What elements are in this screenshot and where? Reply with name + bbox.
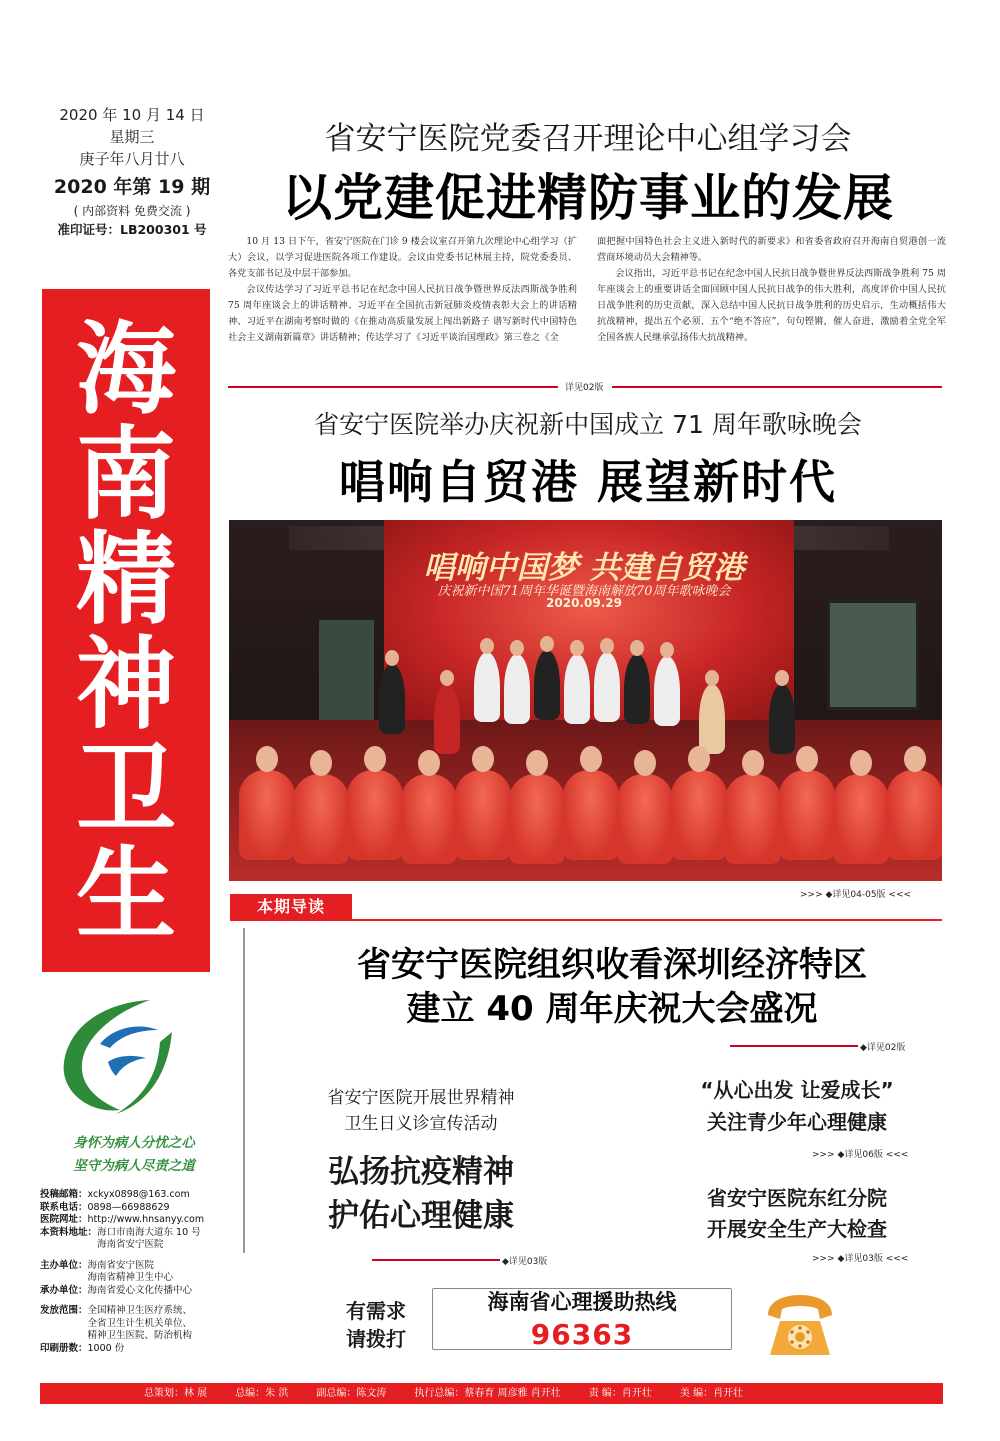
address-value: 海南省安宁医院 — [97, 1239, 164, 1250]
title-char: 神 — [76, 625, 176, 743]
website-value: http://www.hnsanyy.com — [87, 1214, 205, 1225]
info-gap — [40, 1297, 240, 1305]
article-paragraph: 面把握中国特色社会主义进入新时代的新要求》和省委省政府召开海南自贸港创一流营商环境动员大会精神等。 — [597, 236, 946, 263]
singer-head — [418, 750, 440, 776]
singer-head — [472, 746, 494, 772]
singer-figure — [725, 774, 781, 864]
performer-head — [705, 670, 719, 686]
performer-head — [660, 642, 674, 658]
backdrop-date: 2020.09.29 — [546, 596, 622, 610]
divider-rule — [612, 386, 942, 388]
story4-headline[interactable]: “从心出发 让爱成长” — [700, 1078, 894, 1102]
singer-figure — [509, 774, 565, 864]
performer-figure — [769, 684, 795, 754]
singer-figure — [347, 770, 403, 860]
info-label: 投稿邮箱： — [40, 1189, 88, 1200]
distribution-value: 全省卫生计生机关单位、 — [87, 1317, 193, 1329]
telephone-icon — [760, 1285, 840, 1365]
info-label: 主办单位： — [40, 1259, 88, 1271]
story3-headline[interactable]: 护佑心理健康 — [328, 1198, 514, 1234]
singer-figure — [887, 770, 942, 860]
singer-head — [364, 746, 386, 772]
performer-figure — [534, 650, 560, 720]
singer-figure — [293, 774, 349, 864]
story2-see-more[interactable]: >>> ◆详见04-05版 <<< — [800, 890, 912, 900]
performer-head — [630, 640, 644, 656]
performer-head — [480, 638, 494, 654]
info-label: 本资料地址： — [40, 1226, 98, 1238]
lead-in-tab: 本期导读 — [230, 894, 352, 920]
singer-head — [634, 750, 656, 776]
slogan-line: 身怀为病人分忧之心 — [73, 1135, 195, 1151]
host-value: 海南省安宁医院 — [87, 1259, 155, 1271]
singer-head — [688, 746, 710, 772]
feature-headline-line[interactable]: 省安宁医院组织收看深圳经济特区 — [357, 945, 867, 985]
concert-photo — [229, 520, 942, 881]
singer-figure — [779, 770, 835, 860]
singer-figure — [833, 774, 889, 864]
performer-head — [540, 636, 554, 652]
singer-figure — [617, 774, 673, 864]
masthead-meta — [40, 104, 224, 240]
story3-subheadline: 省安宁医院开展世界精神 — [327, 1088, 515, 1108]
performer-figure — [594, 652, 620, 722]
performer-figure — [699, 684, 725, 754]
performer-figure — [434, 684, 460, 754]
singer-figure — [563, 770, 619, 860]
hotline-number[interactable]: 96363 — [530, 1318, 634, 1351]
singer-figure — [401, 774, 457, 864]
singer-figure — [671, 770, 727, 860]
lead-in-vertical-rule — [243, 928, 245, 1253]
singer-head — [796, 746, 818, 772]
issue-weekday: 星期三 — [109, 128, 155, 146]
divider-rule — [730, 1045, 858, 1047]
side-screen — [827, 600, 919, 710]
backdrop-title: 唱响中国梦 共建自贸港 — [423, 550, 745, 586]
lead-in-rule — [230, 919, 942, 921]
singer-figure — [239, 770, 295, 860]
distribution-value: 全国精神卫生医疗系统、 — [87, 1305, 193, 1316]
info-row — [40, 1202, 240, 1215]
info-label: 医院网址： — [40, 1214, 88, 1225]
credit-deputy-editor: 副总编：陈文涛 — [316, 1388, 387, 1399]
info-row — [40, 1343, 240, 1356]
story3-subheadline: 卫生日义诊宣传活动 — [344, 1114, 498, 1134]
issue-lunar-date: 庚子年八月廿八 — [79, 150, 185, 168]
info-row — [40, 1260, 240, 1273]
info-row — [40, 1239, 240, 1252]
story5-see-more[interactable]: >>> ◆详见03版 <<< — [812, 1254, 909, 1264]
performer-figure — [654, 656, 680, 726]
slogan-line: 坚守为病人尽责之道 — [73, 1158, 195, 1174]
issue-date: 2020 年 10 月 14 日 — [59, 106, 205, 124]
singer-head — [904, 746, 926, 772]
title-char: 精 — [76, 520, 176, 638]
info-label: 发放范围： — [40, 1305, 88, 1316]
issue-number: 2020 年第 19 期 — [53, 176, 211, 198]
hotline-title: 海南省心理援助热线 — [487, 1290, 677, 1314]
info-row — [40, 1285, 240, 1298]
staff-credits-bar — [40, 1383, 943, 1404]
article-column — [228, 234, 577, 372]
info-label: 印刷册数： — [40, 1342, 88, 1354]
performer-head — [775, 670, 789, 686]
address-value: 海口市南海大道东 10 号 — [97, 1226, 201, 1238]
feature-see-more[interactable]: ◆详见02版 — [860, 1043, 906, 1053]
story4-headline[interactable]: 关注青少年心理健康 — [707, 1110, 887, 1134]
info-row — [40, 1214, 240, 1227]
credit-executive-editor: 执行总编：蔡春育 周彦雅 肖开壮 — [414, 1388, 561, 1399]
newspaper-title — [42, 289, 210, 972]
performer-figure — [474, 652, 500, 722]
info-row — [40, 1305, 240, 1318]
feature-headline-line[interactable]: 建立 40 周年庆祝大会盛况 — [406, 989, 818, 1029]
story3-see-more[interactable]: ◆详见03版 — [502, 1257, 548, 1267]
title-char: 生 — [76, 835, 176, 953]
story1-subheadline: 省安宁医院党委召开理论中心组学习会 — [324, 121, 852, 157]
internal-note: ( 内部资料 免费交流 ) — [73, 204, 191, 218]
info-row — [40, 1330, 240, 1343]
singer-head — [310, 750, 332, 776]
organizer-value: 海南省爱心文化传播中心 — [87, 1284, 193, 1296]
info-label: 联系电话： — [40, 1201, 88, 1213]
story4-see-more[interactable]: >>> ◆详见06版 <<< — [812, 1150, 909, 1160]
performer-head — [385, 650, 399, 666]
article-paragraph: 10 月 13 日下午，省安宁医院在门诊 9 楼会议室召开第九次理论中心组学习（扩大）会议，以学习促进医院各项工作建设。会议由党委书记林展主持，院党委委员、各党支部书记及中层干部参加。 — [228, 236, 577, 279]
singer-head — [580, 746, 602, 772]
info-row — [40, 1227, 240, 1240]
story1-see-more[interactable]: 详见02版 — [565, 383, 604, 393]
info-row — [40, 1318, 240, 1331]
title-char: 卫 — [76, 730, 176, 848]
singer-head — [256, 746, 278, 772]
story5-headline[interactable]: 开展安全生产大检查 — [707, 1217, 887, 1241]
phone-value: 0898—66988629 — [87, 1201, 170, 1213]
hotline-prompt: 有需求 — [346, 1299, 406, 1323]
story1-headline[interactable]: 以党建促进精防事业的发展 — [282, 169, 894, 227]
performer-figure — [504, 654, 530, 724]
divider-rule — [228, 386, 558, 388]
story3-headline[interactable]: 弘扬抗疫精神 — [328, 1154, 514, 1190]
story1-article — [228, 234, 946, 372]
story5-headline[interactable]: 省安宁医院东红分院 — [707, 1186, 887, 1210]
hospital-slogan — [44, 1132, 224, 1178]
singer-head — [526, 750, 548, 776]
title-char: 海 — [76, 310, 176, 428]
publication-info — [40, 1189, 240, 1355]
credit-editor: 责 编：肖开壮 — [588, 1388, 652, 1399]
performer-figure — [564, 654, 590, 724]
singer-figure — [455, 770, 511, 860]
singer-head — [742, 750, 764, 776]
story2-headline[interactable]: 唱响自贸港 展望新时代 — [338, 455, 837, 509]
email-value: xckyx0898@163.com — [87, 1189, 190, 1200]
story2-subheadline: 省安宁医院举办庆祝新中国成立 71 周年歌咏晚会 — [314, 410, 862, 439]
performer-head — [440, 670, 454, 686]
performer-figure — [624, 654, 650, 724]
hospital-logo-icon — [50, 992, 182, 1120]
performer-head — [570, 640, 584, 656]
print-count-value: 1000 份 — [87, 1342, 125, 1354]
info-gap — [40, 1252, 240, 1260]
article-paragraph: 会议指出，习近平总书记在纪念中国人民抗日战争暨世界反法西斯战争胜利 75 周年座谈会上的重要讲话全面回顾中国人民抗日战争的伟大胜利，高度评价中国人民抗日战争胜利的历史贡献，深入总结中国人民抗日战争胜利的历史启示，生动概括伟大抗战精神，提出五个必须、五个“绝不答应”，句句铿锵，催人奋进，激励着全党全军全国各族人民继承弘扬伟大抗战精神。 — [597, 268, 946, 343]
performer-head — [600, 638, 614, 654]
backdrop-subtitle: 庆祝新中国71周年华诞暨海南解放70周年歌咏晚会 — [437, 584, 731, 599]
permit-number: 准印证号：LB200301 号 — [57, 222, 207, 237]
performer-head — [510, 640, 524, 656]
article-column — [597, 234, 946, 372]
singer-head — [850, 750, 872, 776]
info-row — [40, 1272, 240, 1285]
article-paragraph: 会议传达学习了习近平总书记在纪念中国人民抗日战争暨世界反法西斯战争胜利 75 周年座谈会上的讲话精神、习近平在全国抗击新冠肺炎疫情表彰大会上的讲话精神、习近平在湖南考察时做的《在推动高质量发展上闯出新路子 谱写新时代中国特色社会主义湖南新篇章》讲话精神；传达学习了《习近平谈治国理政》第三卷之《全 — [228, 284, 577, 343]
performer-figure — [379, 664, 405, 734]
distribution-value: 精神卫生医院、防治机构 — [87, 1330, 193, 1341]
title-char: 南 — [76, 415, 176, 533]
info-row — [40, 1189, 240, 1202]
credit-planner: 总策划：林 展 — [144, 1388, 208, 1399]
hotline-prompt: 请拨打 — [346, 1327, 406, 1351]
host-value: 海南省精神卫生中心 — [87, 1272, 174, 1283]
divider-rule — [372, 1259, 500, 1261]
credit-chief-editor: 总编：朱 洪 — [235, 1388, 289, 1399]
info-label: 承办单位： — [40, 1284, 88, 1296]
credit-art-editor: 美 编：肖开壮 — [679, 1388, 744, 1399]
